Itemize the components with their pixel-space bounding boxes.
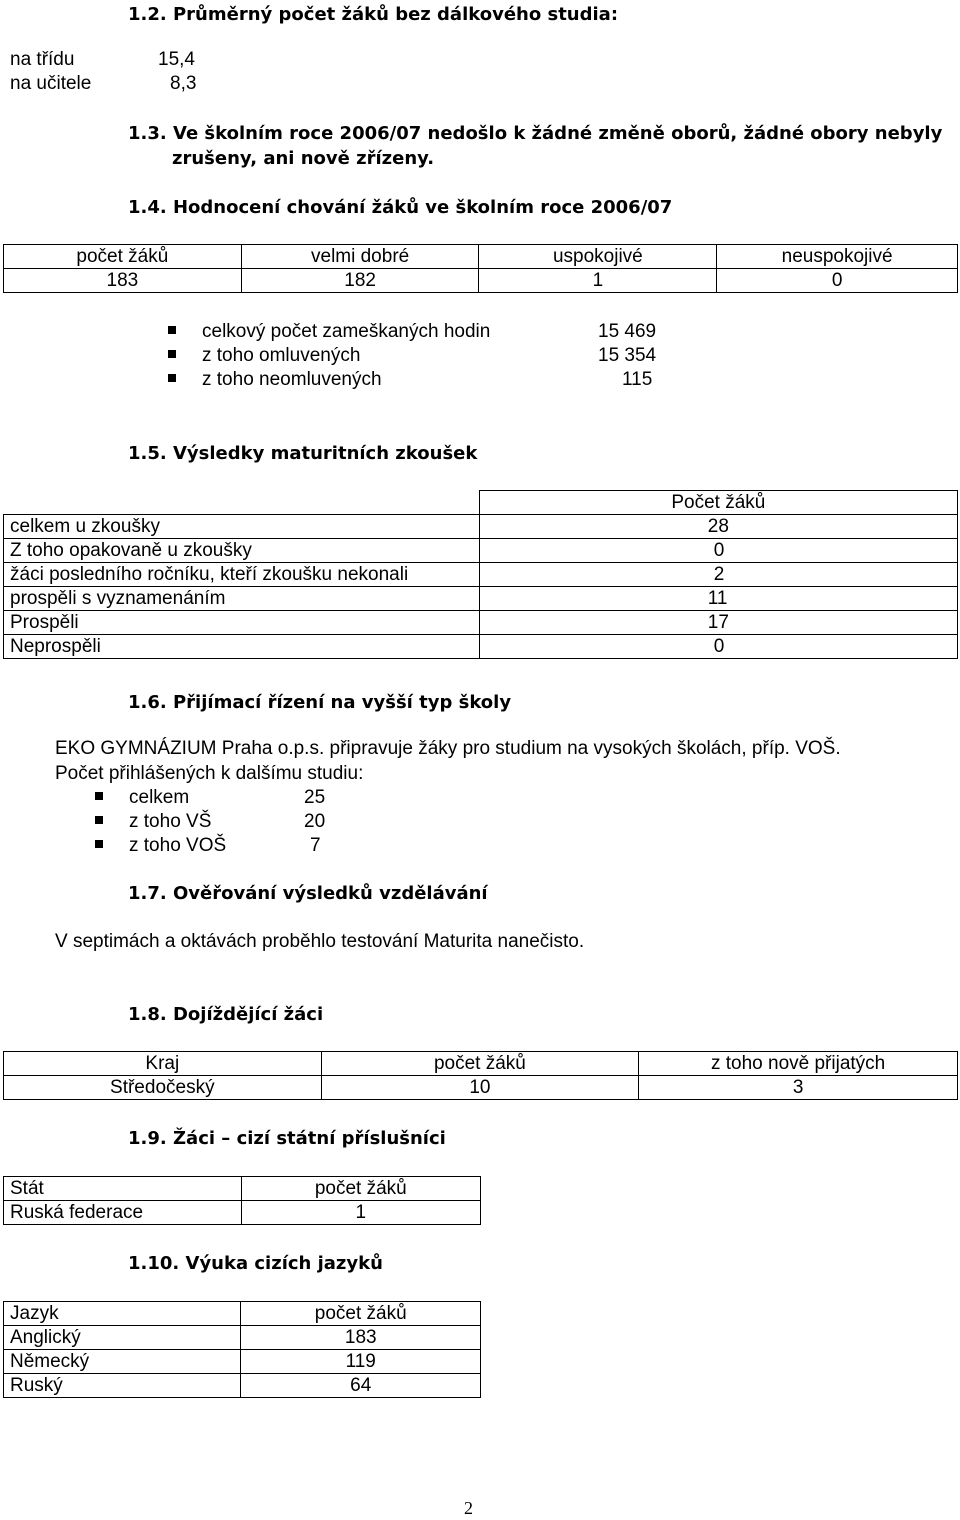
section-1-10-heading: 1.10. Výuka cizích jazyků bbox=[128, 1253, 383, 1274]
table-row bbox=[4, 1201, 481, 1225]
section-1-8-heading: 1.8. Dojíždějící žáci bbox=[128, 1004, 324, 1025]
table-row bbox=[4, 515, 958, 539]
table-cell: Ruská federace bbox=[4, 1201, 242, 1225]
table-cell: Ruský bbox=[4, 1374, 241, 1398]
list-item-label: z toho VŠ bbox=[129, 811, 212, 832]
bullet-icon bbox=[168, 326, 176, 334]
section-1-5-heading: 1.5. Výsledky maturitních zkoušek bbox=[128, 443, 478, 464]
per-class-label: na třídu bbox=[10, 49, 75, 70]
languages-table bbox=[3, 1301, 481, 1398]
maturita-table bbox=[3, 490, 958, 659]
row-value: 0 bbox=[479, 539, 957, 563]
table-cell: 183 bbox=[4, 269, 242, 293]
list-item-value: 15 354 bbox=[598, 345, 657, 366]
table-cell: 182 bbox=[241, 269, 479, 293]
behavior-table bbox=[3, 244, 958, 293]
table-row bbox=[4, 1076, 958, 1100]
bullet-icon bbox=[168, 350, 176, 358]
row-label: Z toho opakovaně u zkoušky bbox=[4, 539, 480, 563]
table-cell: 0 bbox=[717, 269, 958, 293]
table-cell: 1 bbox=[241, 1201, 480, 1225]
per-class-value: 15,4 bbox=[158, 49, 195, 70]
commuting-table bbox=[3, 1051, 958, 1100]
header-cell: uspokojivé bbox=[479, 245, 717, 269]
row-value: 28 bbox=[479, 515, 957, 539]
row-label: celkem u zkoušky bbox=[4, 515, 480, 539]
list-item-label: z toho omluvených bbox=[202, 345, 361, 366]
table-cell: Německý bbox=[4, 1350, 241, 1374]
list-item-value: 15 469 bbox=[598, 321, 657, 342]
header-cell: počet žáků bbox=[4, 245, 242, 269]
header-cell: neuspokojivé bbox=[717, 245, 958, 269]
page-number: 2 bbox=[464, 1498, 473, 1518]
list-item bbox=[95, 834, 226, 858]
list-item-label: z toho VOŠ bbox=[129, 835, 227, 856]
row-label: žáci posledního ročníku, kteří zkoušku nekonali bbox=[4, 563, 480, 587]
bullet-icon bbox=[95, 816, 103, 824]
foreign-students-table bbox=[3, 1176, 481, 1225]
list-item bbox=[168, 344, 360, 368]
table-row bbox=[4, 587, 958, 611]
header-cell: počet žáků bbox=[241, 1302, 481, 1326]
row-label: Prospěli bbox=[4, 611, 480, 635]
table-cell: Středočeský bbox=[4, 1076, 322, 1100]
table-row bbox=[4, 1326, 481, 1350]
table-cell: 183 bbox=[241, 1326, 481, 1350]
list-item-value: 25 bbox=[304, 787, 326, 808]
empty-cell bbox=[4, 491, 480, 515]
table-header-row bbox=[4, 1177, 481, 1201]
table-cell: 119 bbox=[241, 1350, 481, 1374]
list-item bbox=[95, 786, 189, 810]
table-row bbox=[4, 269, 958, 293]
list-item-label: celkový počet zameškaných hodin bbox=[202, 321, 491, 342]
header-cell: Počet žáků bbox=[479, 491, 957, 515]
header-cell: počet žáků bbox=[241, 1177, 480, 1201]
row-value: 0 bbox=[479, 635, 957, 659]
table-cell: 1 bbox=[479, 269, 717, 293]
table-cell: Anglický bbox=[4, 1326, 241, 1350]
list-item bbox=[95, 810, 211, 834]
section-1-7-heading: 1.7. Ověřování výsledků vzdělávání bbox=[128, 883, 488, 904]
section-1-4-heading: 1.4. Hodnocení chování žáků ve školním roce 2006/07 bbox=[128, 197, 673, 218]
section-1-9-heading: 1.9. Žáci – cizí státní příslušníci bbox=[128, 1128, 446, 1149]
per-teacher-value: 8,3 bbox=[170, 73, 197, 94]
header-cell: počet žáků bbox=[321, 1052, 639, 1076]
table-row bbox=[4, 1374, 481, 1398]
header-cell: Kraj bbox=[4, 1052, 322, 1076]
row-value: 11 bbox=[479, 587, 957, 611]
header-cell: z toho nově přijatých bbox=[639, 1052, 958, 1076]
list-item bbox=[168, 368, 382, 392]
row-label: prospěli s vyznamenáním bbox=[4, 587, 480, 611]
section-1-3-line2: zrušeny, ani nově zřízeny. bbox=[172, 148, 435, 169]
table-row bbox=[4, 563, 958, 587]
row-value: 17 bbox=[479, 611, 957, 635]
header-cell: Stát bbox=[4, 1177, 242, 1201]
table-cell: 10 bbox=[321, 1076, 639, 1100]
list-item-value: 7 bbox=[310, 835, 321, 856]
bullet-icon bbox=[95, 840, 103, 848]
per-teacher-label: na učitele bbox=[10, 73, 92, 94]
list-item-label: z toho neomluvených bbox=[202, 369, 382, 390]
table-header-row bbox=[4, 245, 958, 269]
applicants-intro: Počet přihlášených k dalšímu studiu: bbox=[55, 763, 364, 784]
table-row bbox=[4, 611, 958, 635]
header-cell: Jazyk bbox=[4, 1302, 241, 1326]
section-1-3-line1: 1.3. Ve školním roce 2006/07 nedošlo k žádné změně oborů, žádné obory nebyly bbox=[128, 123, 943, 144]
bullet-icon bbox=[95, 792, 103, 800]
table-row bbox=[4, 539, 958, 563]
table-header-row bbox=[4, 1302, 481, 1326]
list-item-label: celkem bbox=[129, 787, 190, 808]
list-item-value: 20 bbox=[304, 811, 326, 832]
section-1-7-text: V septimách a oktávách proběhlo testování Maturita nanečisto. bbox=[55, 931, 585, 952]
table-cell: 64 bbox=[241, 1374, 481, 1398]
header-cell: velmi dobré bbox=[241, 245, 479, 269]
list-item-value: 115 bbox=[622, 369, 653, 390]
table-row bbox=[4, 635, 958, 659]
row-value: 2 bbox=[479, 563, 957, 587]
table-header-row bbox=[4, 1052, 958, 1076]
section-1-2-heading: 1.2. Průměrný počet žáků bez dálkového studia: bbox=[128, 4, 619, 25]
list-item bbox=[168, 320, 490, 344]
school-description: EKO GYMNÁZIUM Praha o.p.s. připravuje žáky pro studium na vysokých školách, příp. VOŠ. bbox=[55, 738, 841, 759]
table-row bbox=[4, 1350, 481, 1374]
bullet-icon bbox=[168, 374, 176, 382]
table-cell: 3 bbox=[639, 1076, 958, 1100]
table-header-row bbox=[4, 491, 958, 515]
row-label: Neprospěli bbox=[4, 635, 480, 659]
section-1-6-heading: 1.6. Přijímací řízení na vyšší typ školy bbox=[128, 692, 512, 713]
